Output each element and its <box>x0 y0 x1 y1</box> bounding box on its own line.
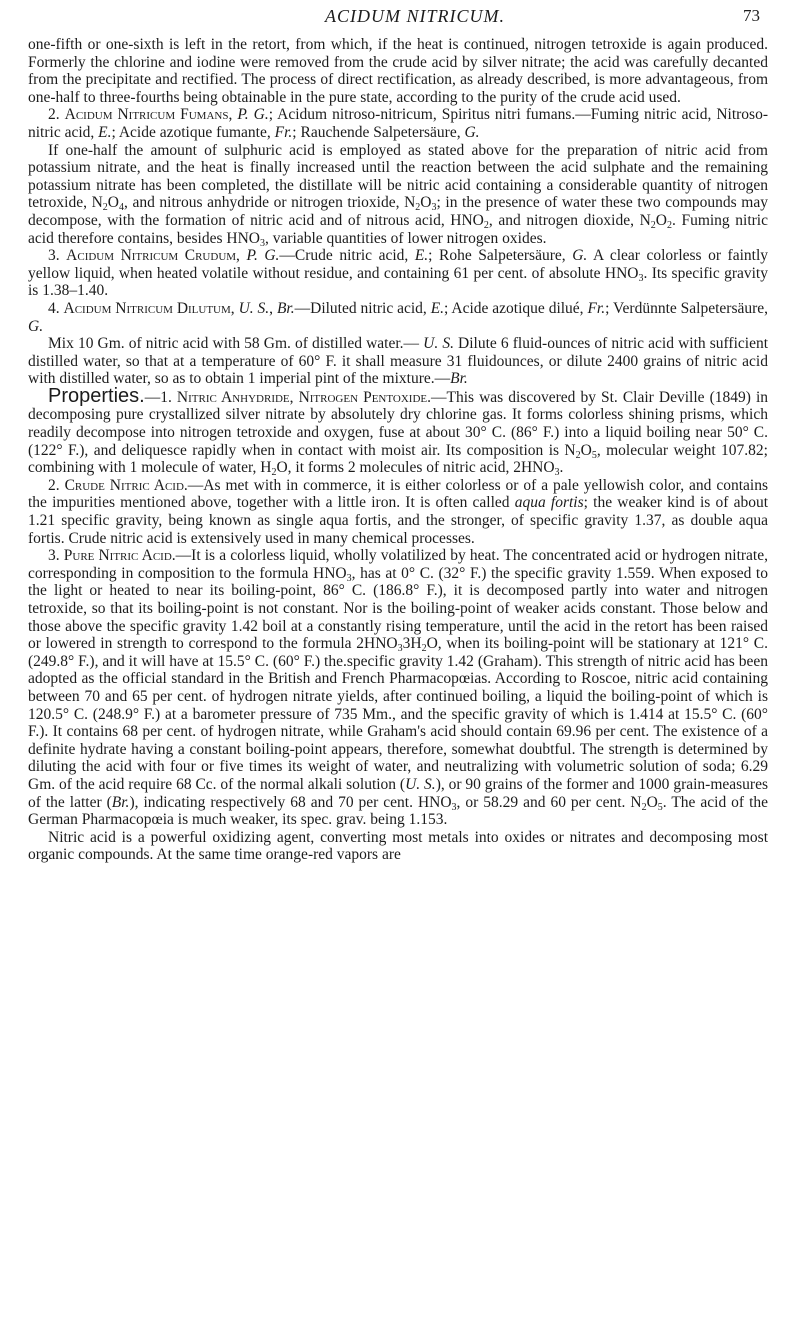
text-run: , <box>230 299 239 317</box>
text-run: , and nitrous anhydride or nitrogen trioxide, N <box>123 194 416 212</box>
text-run: If one-half the amount of sulphuric acid is employed as stated above for the preparation of nitric acid from potassium nitrate, and the heat is finally increased until the reaction between the acid sulphate and the remaining potassium nitrate has been completed, the distillate will be nitric acid containing a considerable quantity of nitrogen tetroxide, N <box>28 141 768 212</box>
text-run: ), indicating respectively 68 and 70 per cent. HNO <box>129 793 452 811</box>
text-run: ), or 90 grains of the former and 1000 grain-measures of the latter ( <box>28 775 768 811</box>
text-run: ; Verdünnte Salpetersäure, <box>605 299 769 317</box>
subscript: 2 <box>575 449 581 461</box>
text-run: .—This was discovered by St. Clair Deville (1849) in decomposing pure crystallized silver nitrate by absolutely dry chlorine gas. It forms colorless shining prisms, which readily decompose into nitrogen tetroxide and oxygen, fuse at about 30° C. (86° F.) into a liquid boiling near 50° C. (122° F.), and deliquesce rapidly when in contact with moist air. Its composition is N <box>28 388 768 459</box>
text-run: , or 58.29 and 60 per cent. N <box>456 793 642 811</box>
text-run: 2. <box>48 476 65 494</box>
italic-text: U. S. <box>238 299 270 317</box>
subscript: 2 <box>271 467 277 479</box>
text-run: .—It is a colorless liquid, wholly volatilized by heat. The concentrated acid or hydrogen nitrate, corresponding in composition to the formula HNO <box>28 547 768 582</box>
section-heading: Acidum Nitricum Fumans <box>64 106 229 124</box>
text-run: —1. <box>144 388 177 406</box>
section-heading: Pure Nitric Acid <box>63 547 172 565</box>
text-run: O <box>580 441 592 459</box>
properties-heading: Properties. <box>48 384 145 407</box>
text-run: , molecular weight 107.82; combining with 1 molecule of water, H <box>28 441 768 477</box>
text-run: 4. <box>48 299 64 317</box>
text-run: . Its specific gravity is 1.38–1.40. <box>28 264 768 300</box>
text-run: ; the weaker kind is of about 1.21 specific gravity, being known as single aqua fortis, and the stronger, of specific gravity 1.37, as double aqua fortis. Crude nitric acid is extensively used in many chemical processes. <box>28 494 769 547</box>
text-run: Nitric acid is a powerful oxidizing agent, converting most metals into oxides or nitrates and decomposing most organic compounds. At the same time orange-red vapors are <box>28 828 768 864</box>
text-run: O, when its boiling-point will be stationary at 121° C. (249.8° F.), and it will have at 15.5° C. (60° F.) the.specific gravity 1.42 (Graham). This strength of nitric acid has been adopted as the official standard in the British and French Pharmacopœias. According to Roscoe, nitric acid containing between 70 and 65 per cent. of hydrogen nitrate yields, after continued boiling, a liquid the boiling-point of which is 120.5° C. (248.9° F.) at a barometer pressure of 735 Mm., and the specific gravity of which is 1.414 at 15.5° C. (60° F.). It contains 68 per cent. of hydrogen nitrate, while Graham's acid should contain 69.96 per cent. The existence of a definite hydrate having a constant boiling-point appears, therefore, somewhat doubtful. The strength is determined by diluting the acid with four or five times its weight of water, and neutralizing with volumetric solution of soda; 6.29 Gm. of the acid require 68 Cc. of the normal alkali solution ( <box>28 635 768 793</box>
text-run: 3H <box>402 635 422 653</box>
paragraph <box>28 829 768 864</box>
subscript: 3 <box>431 202 437 214</box>
italic-text: G. <box>464 123 480 141</box>
text-run: 3. <box>48 547 64 565</box>
text-run: —Crude nitric acid, <box>279 247 415 265</box>
text-run: , <box>269 299 277 317</box>
text-run: , variable quantities of lower nitrogen oxides. <box>265 229 547 247</box>
section-heading: Acidum Nitricum Crudum <box>66 247 237 265</box>
text-run: ; Acidum nitroso-nitricum, Spiritus nitri fumans.—Fuming nitric acid, Nitroso-nitric acid, <box>28 106 768 141</box>
paragraph <box>28 384 768 479</box>
body-text <box>28 36 768 864</box>
text-run: —Diluted nitric acid, <box>294 299 431 317</box>
italic-text: U. S. <box>423 335 454 353</box>
text-run: O, it forms 2 molecules of nitric acid, 2HNO <box>276 459 555 477</box>
paragraph <box>28 106 768 141</box>
section-heading: Acidum Nitricum Dilutum <box>63 299 231 317</box>
italic-text: Br. <box>276 299 295 317</box>
text-run: ; in the presence of water these two compounds may decompose, with the formation of nitric acid and of nitrous acid, HNO <box>28 194 768 229</box>
text-run: Dilute 6 fluid-ounces of nitric acid with sufficient distilled water, so that at a temperature of 60° F. it shall measure 31 fluidounces, or dilute 2400 grains of nitric acid with distilled water, so as to obtain 1 imperial pint of the mixture.— <box>28 335 769 388</box>
subscript: 2 <box>641 801 647 813</box>
italic-text: E. <box>430 299 445 317</box>
text-run: O <box>655 211 667 229</box>
text-run: , and nitrogen dioxide, N <box>488 211 651 229</box>
text-run: . <box>559 459 564 477</box>
paragraph <box>28 335 768 388</box>
paragraph <box>28 36 768 106</box>
subscript: 2 <box>483 219 489 231</box>
subscript: 2 <box>415 202 421 214</box>
subscript: 2 <box>102 202 108 214</box>
italic-text: aqua fortis <box>514 494 584 512</box>
paragraph <box>28 477 768 547</box>
italic-text: E. <box>414 247 429 265</box>
section-heading: Nitric Anhydride, Nitrogen Pentoxide <box>176 388 428 406</box>
italic-text: Fr. <box>587 299 606 317</box>
text-run: ; Rohe Salpetersäure, <box>428 247 573 265</box>
text-run: one-fifth or one-sixth is left in the retort, from which, if the heat is continued, nitrogen tetroxide is again produced. Formerly the chlorine and iodine were removed from the crude acid by silver nitrate; the acid was carefully decanted from the precipitate and rectified. The process of direct rectification, as already described, is more advantageous, from one-half to three-fourths being obtainable in the pure state, according to the purity of the crude acid used. <box>28 36 768 106</box>
subscript: 5 <box>657 801 663 813</box>
text-run: . The acid of the German Pharmacopœia is much weaker, its spec. grav. being 1.153. <box>28 793 768 829</box>
subscript: 3 <box>638 272 644 284</box>
italic-text: Fr. <box>274 123 293 141</box>
italic-text: P. G. <box>246 247 280 265</box>
subscript: 4 <box>118 202 124 214</box>
text-run: 3. <box>48 247 67 265</box>
italic-text: G. <box>28 317 44 335</box>
paragraph <box>28 247 768 300</box>
italic-text: Br. <box>450 370 468 388</box>
text-run: Mix 10 Gm. of nitric acid with 58 Gm. of distilled water.— <box>48 335 424 353</box>
subscript: 5 <box>591 449 597 461</box>
subscript: 3 <box>346 572 352 584</box>
subscript: 3 <box>397 643 403 655</box>
italic-text: G. <box>572 247 588 265</box>
paragraph <box>28 142 768 248</box>
text-run: 2. <box>48 106 65 124</box>
italic-text: P. G. <box>237 106 269 124</box>
subscript: 3 <box>554 467 560 479</box>
text-run: , <box>236 247 247 265</box>
text-run: . Fuming nitric acid therefore contains, besides HNO <box>28 211 768 247</box>
text-run: , has at 0° C. (32° F.) the specific gravity 1.559. When exposed to the light or heated to near its boiling-point, 86° C. (186.8° F.), it is decomposed partly into water and nitrogen tetroxide, so that its boiling-point is not constant. Nor is the boiling-point of weaker acids constant. Those below and those above the specific gravity 1.42 boil at a constantly rising temperature, until the acid in the retort has been raised or lowered in strength to correspond to the formula 2HNO <box>28 564 768 653</box>
running-title: ACIDUM NITRICUM. <box>325 6 505 26</box>
text-run: O <box>107 194 119 212</box>
text-run: , <box>228 106 238 124</box>
text-run: O <box>646 793 658 811</box>
text-run: ; Rauchende Salpetersäure, <box>292 123 465 141</box>
subscript: 2 <box>650 219 656 231</box>
paragraph <box>28 547 768 829</box>
text-run: ; Acide azotique fumante, <box>111 123 275 141</box>
text-run: A clear colorless or faintly yellow liquid, when heated volatile without residue, and containing 61 per cent. of absolute HNO <box>28 247 769 282</box>
section-heading: Crude Nitric Acid <box>64 476 184 494</box>
running-head <box>70 6 760 34</box>
paragraph <box>28 300 768 335</box>
text-run: ; Acide azotique dilué, <box>444 299 588 317</box>
subscript: 3 <box>451 801 457 813</box>
italic-text: E. <box>98 123 112 141</box>
page-number: 73 <box>743 6 760 25</box>
text-run: .—As met with in commerce, it is either colorless or of a pale yellowish color, and contains the impurities mentioned above, together with a little iron. It is often called <box>28 476 769 512</box>
italic-text: Br. <box>111 793 130 811</box>
italic-text: U. S. <box>405 775 436 793</box>
subscript: 3 <box>260 237 265 249</box>
subscript: 2 <box>666 219 672 231</box>
subscript: 2 <box>421 643 427 655</box>
text-run: O <box>420 194 432 212</box>
